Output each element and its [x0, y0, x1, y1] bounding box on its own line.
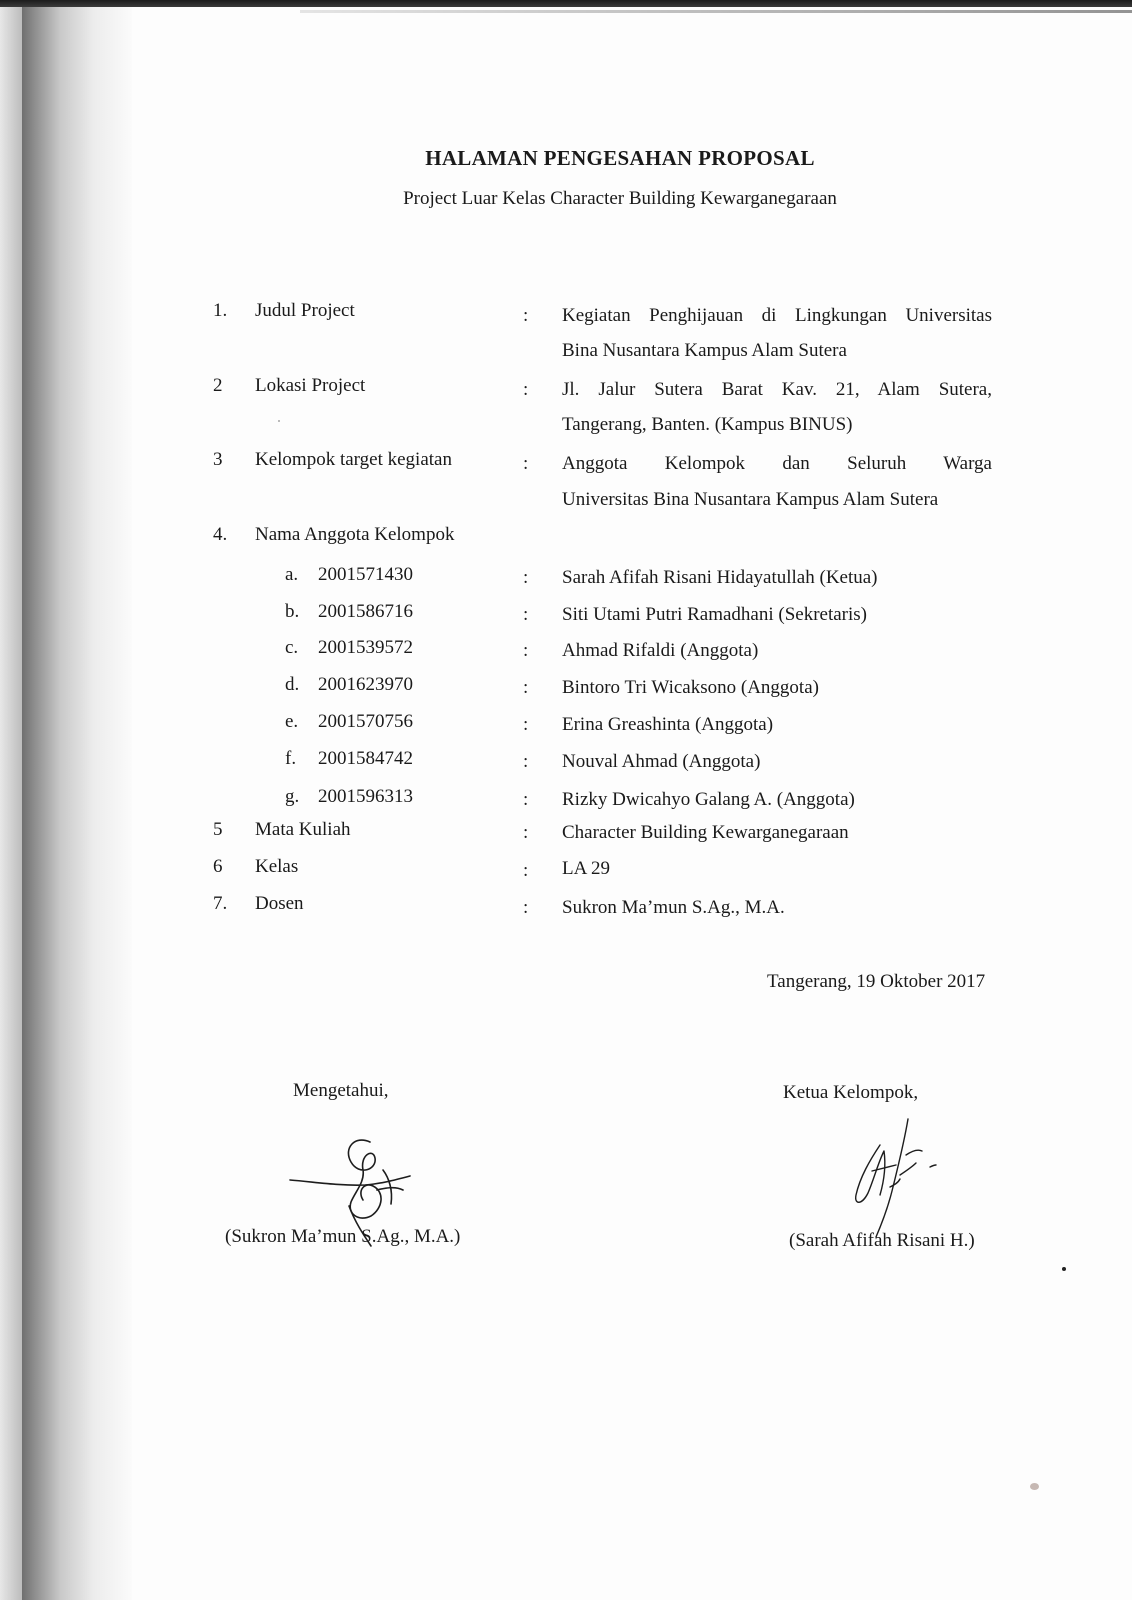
item-colon: : [523, 860, 529, 881]
scan-top-line [300, 10, 1132, 13]
item-value: LA 29 [562, 858, 611, 879]
item-number: 1. [213, 300, 228, 321]
item-label: Kelompok target kegiatan [255, 449, 452, 470]
member-name: Erina Greashinta (Anggota) [562, 714, 774, 735]
item-value: Sukron Ma’mun S.Ag., M.A. [562, 897, 785, 918]
signature-left-name: (Sukron Ma’mun S.Ag., M.A.) [225, 1226, 461, 1247]
member-colon: : [523, 751, 529, 772]
item-value-line2: Universitas Bina Nusantara Kampus Alam Sutera [562, 489, 939, 510]
member-name: Nouval Ahmad (Anggota) [562, 751, 761, 772]
member-nim: 2001584742 [318, 748, 413, 769]
member-letter: g. [285, 786, 300, 807]
member-colon: : [523, 714, 529, 735]
item-number: 4. [213, 524, 228, 545]
scan-speck [278, 420, 280, 422]
signature-left-label: Mengetahui, [293, 1080, 389, 1101]
member-colon: : [523, 789, 529, 810]
item-label: Kelas [255, 856, 299, 877]
item-value: Character Building Kewarganegaraan [562, 822, 849, 843]
member-colon: : [523, 677, 529, 698]
member-colon: : [523, 604, 529, 625]
scan-binding-shadow [22, 0, 132, 1600]
member-letter: a. [285, 564, 299, 585]
signature-right-handwriting [850, 1115, 960, 1245]
scan-speck [1062, 1267, 1066, 1271]
signing-date: Tangerang, 19 Oktober 2017 [767, 971, 986, 992]
item-colon: : [523, 822, 529, 843]
member-name: Rizky Dwicahyo Galang A. (Anggota) [562, 789, 855, 810]
item-label: Judul Project [255, 300, 355, 321]
item-number: 6 [213, 856, 223, 877]
scan-speck [1030, 1483, 1039, 1490]
item-colon: : [523, 897, 529, 918]
member-name: Bintoro Tri Wicaksono (Anggota) [562, 677, 819, 698]
member-nim: 2001586716 [318, 601, 413, 622]
member-nim: 2001539572 [318, 637, 413, 658]
member-nim: 2001570756 [318, 711, 413, 732]
member-letter: f. [285, 748, 297, 769]
member-letter: d. [285, 674, 300, 695]
item-colon: : [523, 453, 529, 474]
member-name: Siti Utami Putri Ramadhani (Sekretaris) [562, 604, 868, 625]
member-name: Sarah Afifah Risani Hidayatullah (Ketua) [562, 567, 878, 588]
item-colon: : [523, 379, 529, 400]
member-colon: : [523, 640, 529, 661]
item-label: Mata Kuliah [255, 819, 351, 840]
item-number: 5 [213, 819, 223, 840]
member-name: Ahmad Rifaldi (Anggota) [562, 640, 759, 661]
item-value-line2: Tangerang, Banten. (Kampus BINUS) [562, 414, 853, 435]
item-number: 2 [213, 375, 223, 396]
item-label: Lokasi Project [255, 375, 366, 396]
document-title: HALAMAN PENGESAHAN PROPOSAL [425, 146, 815, 170]
member-letter: e. [285, 711, 299, 732]
item-number: 7. [213, 893, 228, 914]
item-value-line2: Bina Nusantara Kampus Alam Sutera [562, 340, 847, 361]
member-letter: c. [285, 637, 299, 658]
item-label: Nama Anggota Kelompok [255, 524, 455, 545]
member-letter: b. [285, 601, 300, 622]
scan-top-edge [0, 0, 1132, 7]
signature-right-label: Ketua Kelompok, [783, 1082, 919, 1103]
item-value-line1: Kegiatan Penghijauan di Lingkungan Universitas [562, 305, 992, 326]
member-colon: : [523, 567, 529, 588]
item-value-line1: Anggota Kelompok dan Seluruh Warga [562, 453, 992, 474]
signature-right-name: (Sarah Afifah Risani H.) [789, 1230, 975, 1251]
item-value-line1: Jl. Jalur Sutera Barat Kav. 21, Alam Sutera, [562, 379, 992, 400]
member-nim: 2001623970 [318, 674, 413, 695]
member-nim: 2001571430 [318, 564, 413, 585]
member-nim: 2001596313 [318, 786, 413, 807]
item-number: 3 [213, 449, 223, 470]
item-label: Dosen [255, 893, 304, 914]
scan-edge-shadow [0, 0, 22, 1600]
document-subtitle: Project Luar Kelas Character Building Kewarganegaraan [403, 188, 837, 209]
item-colon: : [523, 305, 529, 326]
